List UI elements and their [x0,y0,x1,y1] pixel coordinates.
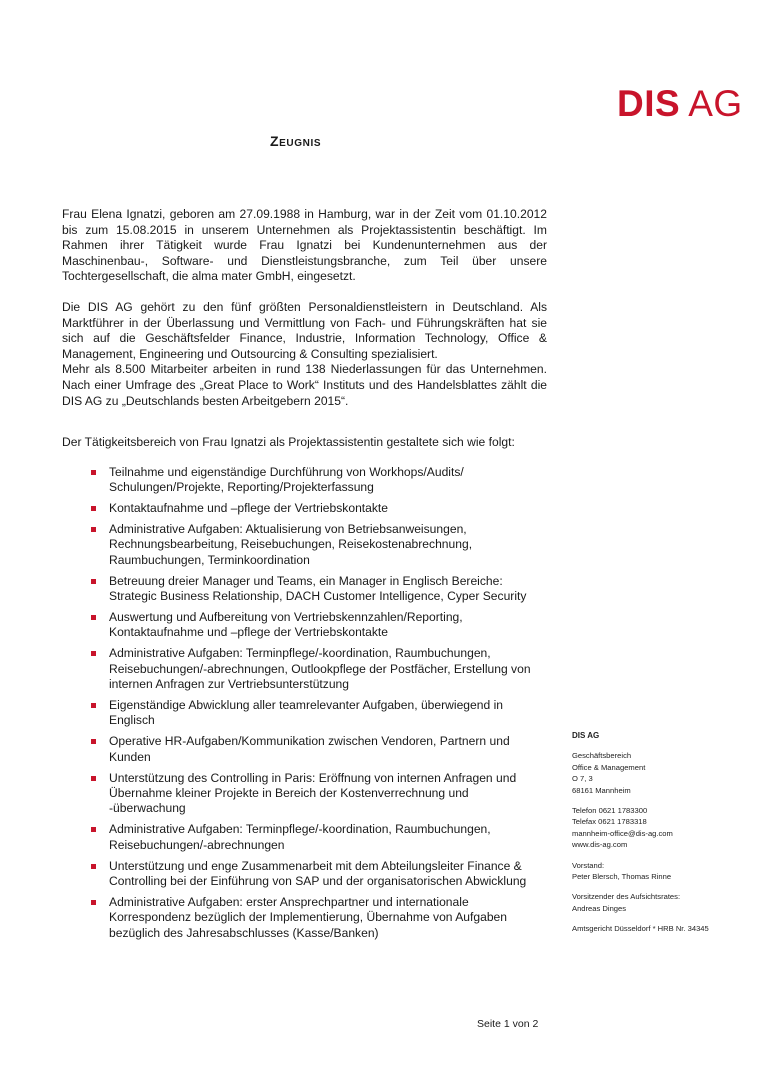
task-item [109,734,544,765]
page-number: Seite 1 von 2 [477,1018,539,1030]
sidebar-dept-line: Geschäftsbereich [572,751,632,761]
task-text: Betreuung dreier Manager und Teams, ein Manager in Englisch Bereiche: Strategic Business Relationship, DACH Customer Intelligence, Cyper Security [109,573,527,604]
task-item [109,610,544,641]
task-text: Auswertung und Aufbereitung von Vertriebskennzahlen/Reporting, Kontaktaufnahme und –pflege der Vertriebskontakte [109,609,463,640]
sidebar-dept-line: Office & Management [572,762,646,772]
bullet-marker [91,900,96,905]
bullet-marker [91,527,96,532]
task-text: Kontaktaufnahme und –pflege der Vertriebskontakte [109,501,389,516]
task-text: Administrative Aufgaben: Terminpflege/-koordination, Raumbuchungen, Reisebuchungen/-abrechnungen, Outlookpflege der Postfächer, Erstellung von internen Anfragen zur Vertriebsunterstützung [109,646,531,692]
sidebar-board-names: Peter Blersch, Thomas Rinne [572,872,672,882]
bullet-marker [91,739,96,744]
task-item [109,465,544,496]
logo-text-ag: AG [688,83,743,124]
sidebar-company-name: DIS AG [572,731,600,740]
sidebar-board-block [572,860,752,883]
sidebar-address-line: O 7, 3 [572,774,593,784]
task-item [109,501,544,516]
task-item [109,574,544,605]
task-text: Administrative Aufgaben: erster Ansprechpartner und internationale Korrespondenz bezüglich der Implementierung, Übernahme von Aufgaben bezüglich des Jahresabschlusses (Kasse/Banken) [109,894,508,940]
task-text: Teilnahme und eigenständige Durchführung von Workhops/Audits/ Schulungen/Projekte, Reporting/Projekterfassung [109,464,464,495]
sidebar-contact-block [572,805,752,851]
bullet-marker [91,864,96,869]
task-item [109,522,544,568]
task-item [109,895,544,941]
sidebar-department-block [572,750,752,796]
company-paragraph-2: Mehr als 8.500 Mitarbeiter arbeiten in rund 138 Niederlassungen für das Unternehmen. Nach einer Umfrage des „Great Place to Work“ Instituts und des Handelsblattes zählt die DIS AG zu „Deutschlands besten Arbeitgebern 2015“. [62,362,547,408]
sidebar-email-link[interactable]: mannheim-office@dis-ag.com [572,828,673,838]
task-item [109,646,544,692]
bullet-marker [91,703,96,708]
logo-text-dis: DIS [617,83,681,124]
task-text: Unterstützung des Controlling in Paris: Eröffnung von internen Anfragen und Übernahme kleiner Projekte in Bereich der Kostenverrechnung und -überwachung [109,770,517,816]
tasks-lead-paragraph: Der Tätigkeitsbereich von Frau Ignatzi als Projektassistentin gestaltete sich wie folgt: [62,435,515,450]
bullet-marker [91,827,96,832]
letter-body [62,207,547,947]
bullet-marker [91,651,96,656]
document-title: Zeugnis [270,133,322,149]
task-text: Unterstützung und enge Zusammenarbeit mit dem Abteilungsleiter Finance & Controlling bei der Einführung von SAP und der organisatorischen Abwicklung [109,858,527,889]
sidebar-web-link[interactable]: www.dis-ag.com [572,840,628,850]
bullet-marker [91,615,96,620]
task-item [109,698,544,729]
bullet-marker [91,776,96,781]
sidebar-fax: Telefax 0621 1783318 [572,817,647,827]
intro-paragraph: Frau Elena Ignatzi, geboren am 27.09.1988 in Hamburg, war in der Zeit vom 01.10.2012 bis zum 15.08.2015 in unserem Unternehmen als Projektassistentin beschäftigt. Im Rahmen ihrer Tätigkeit wurde Frau Ignatzi bei Kundenunternehmen aus der Maschinenbau-, Software- und Dienstleistungsbranche, zum Teil über unsere Tochtergesellschaft, die alma mater GmbH, eingesetzt. [62,207,547,284]
sidebar-chair-label: Vorsitzender des Aufsichtsrates: [572,892,681,902]
sidebar-board-label: Vorstand: [572,860,605,870]
company-logo [617,84,743,124]
task-item [109,822,544,853]
sidebar-address-line: 68161 Mannheim [572,785,631,795]
task-text: Administrative Aufgaben: Aktualisierung von Betriebsanweisungen, Rechnungsbearbeitung, Reisebuchungen, Reisekostenabrechnung, Raumbuchungen, Terminkoordination [109,521,473,567]
task-item [109,859,544,890]
sidebar-chair-name: Andreas Dinges [572,903,627,913]
company-paragraph-1: Die DIS AG gehört zu den fünf größten Personaldienstleistern in Deutschland. Als Marktführer in der Überlassung und Vermittlung von Fach- und Führungskräften hat sie sich auf die Geschäftsfelder Finance, Industrie, Information Technology, Office & Management, Engineering und Outsourcing & Consulting spezialisiert. [62,299,547,361]
task-text: Administrative Aufgaben: Terminpflege/-koordination, Raumbuchungen, Reisebuchungen/-abrechnungen [109,822,491,852]
sidebar-chair-block [572,891,752,914]
sidebar-phone: Telefon 0621 1783300 [572,806,648,816]
bullet-marker [91,470,96,475]
task-item [109,771,544,817]
task-text: Eigenständige Abwicklung aller teamrelevanter Aufgaben, überwiegend in Englisch [109,698,503,728]
bullet-marker [91,579,96,584]
sidebar-register: Amtsgericht Düsseldorf * HRB Nr. 34345 [572,924,709,934]
task-list [62,465,547,941]
bullet-marker [91,506,96,511]
company-sidebar [572,730,752,944]
task-text: Operative HR-Aufgaben/Kommunikation zwischen Vendoren, Partnern und Kunden [109,734,510,764]
